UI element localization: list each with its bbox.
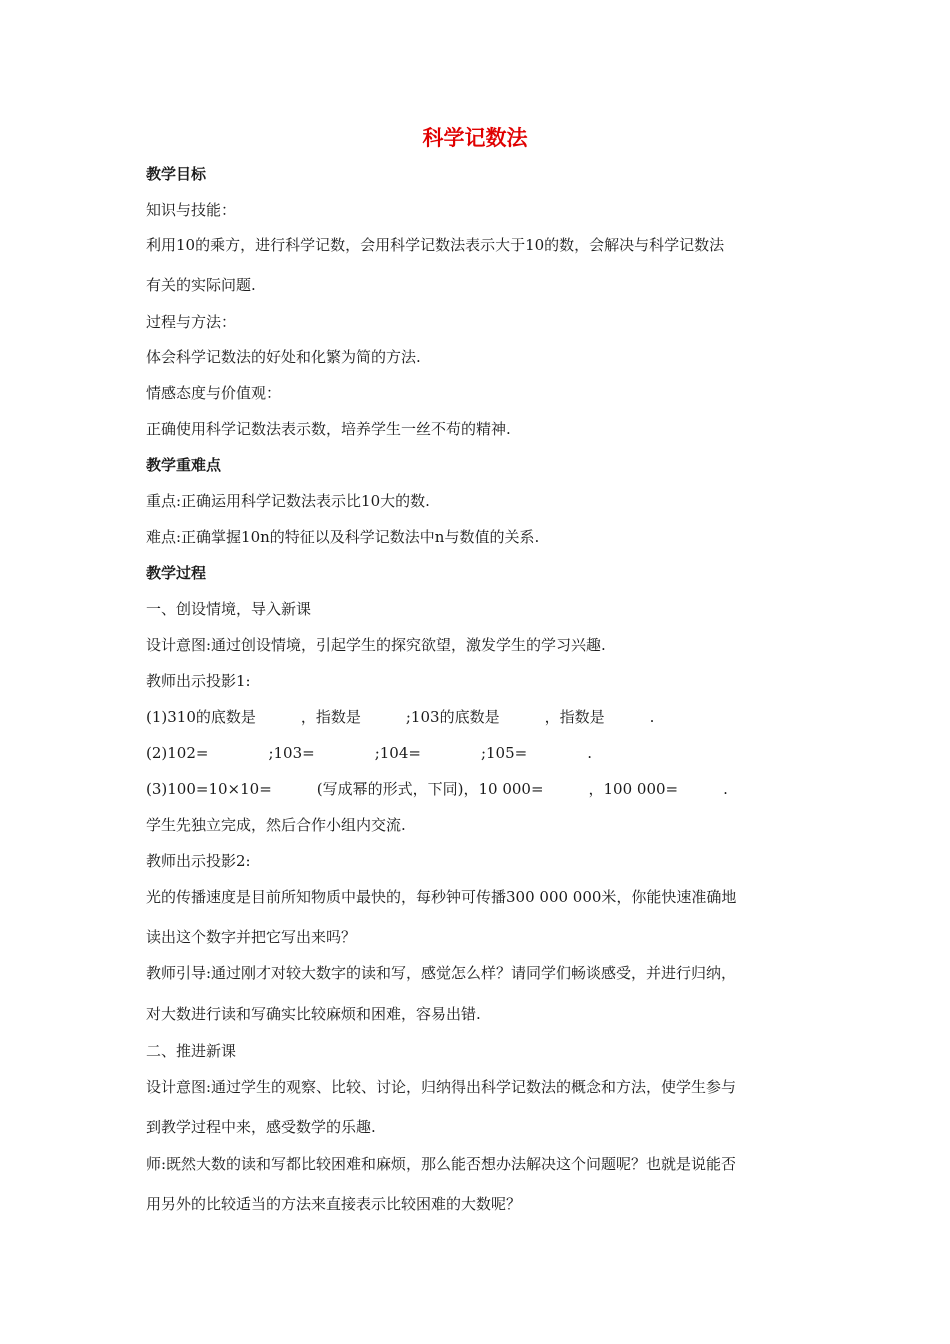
paragraph-line: 用另外的比较适当的方法来直接表示比较困难的大数呢？ [146, 1195, 522, 1213]
paragraph-line: 教师引导:通过刚才对较大数字的读和写，感觉怎么样？请同学们畅谈感受，并进行归纳， [146, 964, 737, 982]
paragraph-line: 设计意图:通过学生的观察、比较、讨论，归纳得出科学记数法的概念和方法，使学生参与 [146, 1078, 737, 1096]
section-heading-process: 教学过程 [146, 564, 207, 582]
document-title: 科学记数法 [422, 126, 528, 150]
paragraph-line: 学生先独立完成，然后合作小组内交流. [146, 816, 406, 834]
paragraph-line: 有关的实际问题. [146, 276, 256, 294]
paragraph-line: 到教学过程中来，感受数学的乐趣. [146, 1118, 376, 1136]
paragraph-line: 体会科学记数法的好处和化繁为简的方法. [146, 348, 421, 366]
paragraph-line: 情感态度与价值观： [146, 384, 282, 402]
paragraph-line: 过程与方法： [146, 313, 237, 331]
paragraph-line: 对大数进行读和写确实比较麻烦和困难，容易出错. [146, 1005, 481, 1023]
paragraph-line: 设计意图:通过创设情境，引起学生的探究欲望，激发学生的学习兴趣. [146, 636, 606, 654]
exercise-line: (1)310的底数是 ，指数是 ;103的底数是 ，指数是 . [146, 708, 655, 726]
paragraph-line: 读出这个数字并把它写出来吗？ [146, 928, 357, 946]
paragraph-line: 知识与技能： [146, 201, 237, 219]
paragraph-line: 光的传播速度是目前所知物质中最快的，每秒钟可传播300 000 000米，你能快速准确地 [146, 888, 737, 906]
exercise-line: (2)102= ;103= ;104= ;105= . [146, 744, 592, 762]
paragraph-line: 师:既然大数的读和写都比较困难和麻烦，那么能否想办法解决这个问题呢？也就是说能否 [146, 1155, 737, 1173]
paragraph-line: 难点:正确掌握10n的特征以及科学记数法中n与数值的关系. [146, 528, 540, 546]
paragraph-line: 正确使用科学记数法表示数，培养学生一丝不苟的精神. [146, 420, 511, 438]
paragraph-line: 重点:正确运用科学记数法表示比10大的数. [146, 492, 430, 510]
exercise-line: (3)100=10×10= (写成幂的形式，下同)，10 000= ，100 000= . [146, 780, 728, 798]
section-heading-objectives: 教学目标 [146, 165, 207, 183]
paragraph-line: 教师出示投影1: [146, 672, 251, 690]
paragraph-line: 利用10的乘方，进行科学记数，会用科学记数法表示大于10的数，会解决与科学记数法 [146, 236, 725, 254]
paragraph-line: 教师出示投影2: [146, 852, 251, 870]
paragraph-line: 一、创设情境，导入新课 [146, 600, 312, 618]
paragraph-line: 二、推进新课 [146, 1042, 237, 1060]
section-heading-key-points: 教学重难点 [146, 456, 222, 474]
